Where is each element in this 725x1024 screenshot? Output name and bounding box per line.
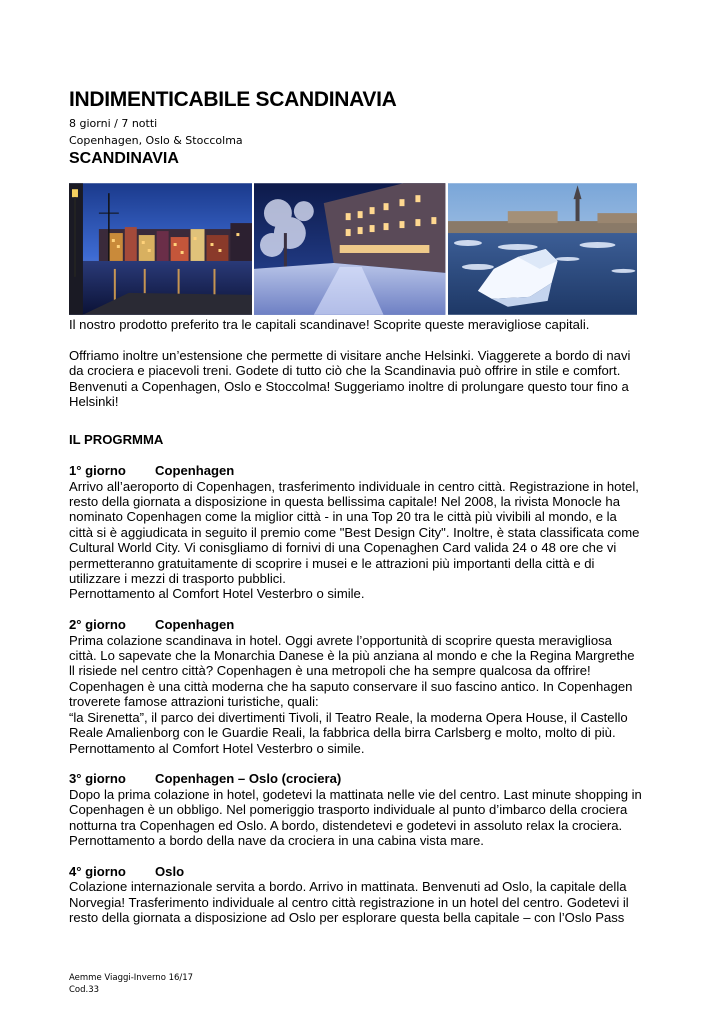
day-text-line: Pernottamento a bordo della nave da crociera in una cabina vista mare. bbox=[69, 832, 484, 848]
day-text-line: Colazione internazionale servita a bordo. Arrivo in mattinata. Benvenuti ad Oslo, la capitale della bbox=[69, 879, 627, 895]
day-text-line: nominato Copenhagen come la miglior città - in una Top 20 tra le città più vivibili al mondo, e la bbox=[69, 509, 617, 525]
day-text-line: Cultural World City. Vi conisgliamo di fornivi di una Copenaghen Card valida 24 o 48 ore che vi bbox=[69, 540, 617, 556]
intro-paragraph-2-line: Benvenuti a Copenhagen, Oslo e Stoccolma! Suggeriamo inoltre di prolungare questo tour fino a bbox=[69, 378, 629, 394]
tour-duration: 8 giorni / 7 notti bbox=[69, 117, 158, 130]
document-body bbox=[69, 317, 659, 925]
day-text-line: Copenhagen è una città moderna che ha saputo conservare il suo fascino antico. In Copenhagen bbox=[69, 678, 633, 694]
day-text-line: città. Lo sapevate che la Monarchia Danese è la più anziana al mondo e che la Regina Margrethe bbox=[69, 648, 635, 664]
day-text-line: “la Sirenetta”, il parco dei divertimenti Tivoli, il Teatro Reale, la moderna Opera House, il Castello bbox=[69, 709, 628, 725]
day-text-line: Pernottamento al Comfort Hotel Vesterbro o simile. bbox=[69, 740, 365, 756]
day-number: 4° giorno bbox=[69, 863, 126, 879]
day-place: Oslo bbox=[155, 863, 185, 879]
day-text-line: notturna tra Copenhagen ed Oslo. A bordo, distendetevi e godetevi in assoluto relax la crociera. bbox=[69, 817, 623, 833]
day-heading bbox=[69, 771, 659, 786]
day-place: Copenhagen bbox=[155, 617, 235, 633]
copenhagen-harbor-night-photo bbox=[69, 183, 252, 315]
day-text-line: Dopo la prima colazione in hotel, godetevi la mattinata nelle vie del centro. Last minute shopping in bbox=[69, 786, 642, 802]
day-text-line: utilizzare i mezzi di trasporto pubblici. bbox=[69, 571, 286, 587]
footer-catalog: Aemme Viaggi-Inverno 16/17 bbox=[69, 973, 194, 983]
intro-paragraph-2-line: Helsinki! bbox=[69, 394, 119, 410]
day-text-line: troverete famose attrazioni turistiche, quali: bbox=[69, 694, 319, 710]
day-heading bbox=[69, 463, 659, 478]
day-heading bbox=[69, 864, 659, 879]
page-footer bbox=[69, 972, 193, 996]
day-text-line: resto della giornata a disposizione in questa bellissima capitale! Nel 2008, la rivista Monocle ha bbox=[69, 494, 620, 510]
day-place: Copenhagen bbox=[155, 463, 235, 479]
document-title: INDIMENTICABILE SCANDINAVIA bbox=[69, 88, 397, 111]
tour-cities: Copenhagen, Oslo & Stoccolma bbox=[69, 134, 243, 147]
day-text-line: Norvegia! Trasferimento individuale al centro città registrazione in un hotel del centro. Godetevi il bbox=[69, 894, 629, 910]
day-place: Copenhagen – Oslo (crociera) bbox=[155, 771, 342, 787]
day-text-line: Copenhagen è un obbligo. Nel pomeriggio trasporto individuale al punto d’imbarco della crociera bbox=[69, 802, 628, 818]
day-text-line: Prima colazione scandinava in hotel. Oggi avrete l’opportunità di scoprire questa meravigliosa bbox=[69, 632, 612, 648]
intro-paragraph-2-line: da crociera e piacevoli treni. Godete di tutto ciò che la Scandinavia può offrire in stile e comfort. bbox=[69, 363, 621, 379]
day-text-line: Pernottamento al Comfort Hotel Vesterbro o simile. bbox=[69, 586, 365, 602]
day-text-line: città si è aggiudicata in seguito il premio come "Best Design City". Inoltre, è stata classificata come bbox=[69, 524, 640, 540]
snowy-street-night-photo bbox=[254, 183, 445, 315]
day-number: 2° giorno bbox=[69, 617, 126, 633]
intro-paragraph-1: Il nostro prodotto preferito tra le capitali scandinave! Scoprite queste meravigliose capitali. bbox=[69, 317, 590, 332]
day-text-line: Arrivo all’aeroporto di Copenhagen, trasferimento individuale in centro città. Registrazione in hotel, bbox=[69, 478, 639, 494]
footer-code: Cod.33 bbox=[69, 985, 100, 995]
region-heading: SCANDINAVIA bbox=[69, 150, 179, 167]
photo-banner bbox=[69, 183, 637, 315]
day-text-line: Reale Amalienborg con le Guardie Reali, la fabbrica della birra Carlsberg e molto, molto di più. bbox=[69, 725, 616, 741]
program-heading: IL PROGRMMA bbox=[69, 432, 164, 448]
day-number: 3° giorno bbox=[69, 771, 126, 787]
day-text-line: permetteranno gratuitamente di scoprire i musei e le attrazioni più importanti della città e di bbox=[69, 555, 595, 571]
day-number: 1° giorno bbox=[69, 463, 126, 479]
day-heading bbox=[69, 617, 659, 632]
stockholm-ice-photo bbox=[448, 183, 637, 315]
day-text-line: resto della giornata a disposizione ad Oslo per esplorare questa bella capitale – con l’Oslo Pass bbox=[69, 909, 625, 925]
day-text-line: ll risiede nel centro città? Copenhagen è una metropoli che ha sempre qualcosa da offrire! bbox=[69, 663, 591, 679]
intro-paragraph-2-line: Offriamo inoltre un’estensione che permette di visitare anche Helsinki. Viaggerete a bordo di navi bbox=[69, 347, 631, 363]
